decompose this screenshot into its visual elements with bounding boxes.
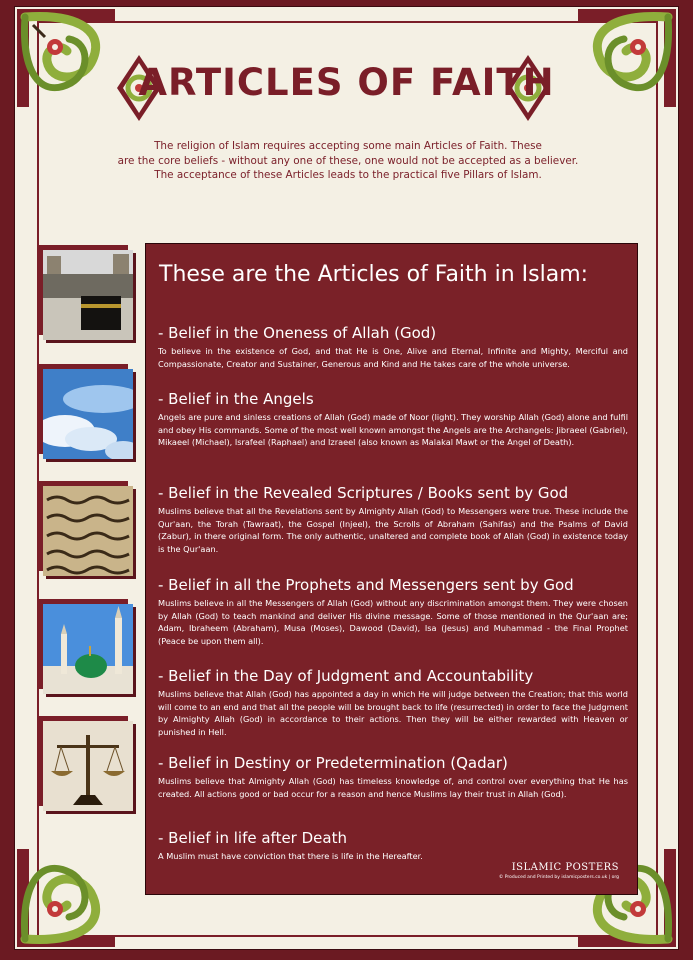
article-text: Muslims believe that Almighty Allah (God) has timeless knowledge of, and control over everything that He has created. All actions good or bad occur for a reason and hence Muslims lay their trust in Allah (God).	[158, 776, 628, 799]
article-text: To believe in the existence of God, and that He is One, Alive and Eternal, Infinite and Mighty, Merciful and Compassionate, Creator and Sustainer, Generous and Kind and He takes care of the whole universe.	[158, 346, 628, 369]
panel-heading: These are the Articles of Faith in Islam:	[159, 262, 589, 287]
page-title: ARTICLES OF FAITH	[138, 61, 555, 104]
publisher-brand	[499, 862, 619, 880]
article-item	[158, 576, 628, 647]
quran-script-photo	[43, 486, 133, 576]
article-item	[158, 829, 478, 863]
article-text: Muslims believe in all the Messengers of Allah (God) without any discrimination amongst them. They were chosen by Allah (God) to teach mankind and deliver His divine message. Some of those mentioned in the Qur'aan are; Adam, Ibraheem (Abraham), Musa (Moses), Dawood (David), Isa (Jesus) and Muhammad - the Final Prophet (Peace be upon them all).	[158, 598, 628, 646]
article-text: Muslims believe that all the Revelations sent by Almighty Allah (God) to Messengers were true. These include the Qur'aan, the Torah (Tawraat), the Gospel (Injeel), the Scrolls of Abraham (Sahifas) and the Psalms of David (Zabur), in there original form. The only authentic, unaltered and complete book of Allah (God) in existence today is the Qur'aan.	[158, 506, 628, 554]
article-title: - Belief in life after Death	[158, 829, 347, 847]
intro-line: The acceptance of these Articles leads to the practical five Pillars of Islam.	[154, 169, 542, 182]
article-title: - Belief in the Revealed Scriptures / Books sent by God	[158, 484, 569, 502]
article-text: A Muslim must have conviction that there is life in the Hereafter.	[158, 851, 423, 861]
article-title: - Belief in the Angels	[158, 390, 314, 408]
scales-of-justice-photo	[43, 721, 133, 811]
article-title: - Belief in the Oneness of Allah (God)	[158, 324, 437, 342]
article-item	[158, 484, 628, 555]
article-title: - Belief in Destiny or Predetermination (Qadar)	[158, 754, 508, 772]
sky-clouds-photo	[43, 369, 133, 459]
article-item	[158, 754, 628, 800]
article-item	[158, 667, 628, 738]
publisher-logo: ISLAMIC POSTERS	[511, 862, 619, 873]
article-item	[158, 390, 628, 449]
article-text: Muslims believe that Allah (God) has appointed a day in which He will judge between the Creation; that this world will come to an end and that all the people will be brought back to life (resurrected) in order to face the Judgment by Almighty Allah (God) in accordance to their actions. Then they will be either rewarded with Heaven or punished in Hell.	[158, 689, 628, 737]
intro-text	[103, 139, 593, 183]
poster	[14, 6, 679, 950]
article-title: - Belief in the Day of Judgment and Accountability	[158, 667, 534, 685]
corner-ornament-icon	[11, 843, 121, 953]
prophets-mosque-photo	[43, 604, 133, 694]
kaaba-photo	[43, 250, 133, 340]
article-text: Angels are pure and sinless creations of Allah (God) made of Noor (light). They worship Allah (God) alone and fulfil and obey His commands. Some of the most well known amongst the Angels are the Archangels: Jibraeel (Gabriel), Mikaeel (Michael), Israfeel (Raphael) and Izraeel (also known as Malakal Mawt or the Angel of Death).	[158, 412, 628, 448]
intro-line: The religion of Islam requires accepting some main Articles of Faith. These	[154, 140, 542, 152]
article-title: - Belief in all the Prophets and Messengers sent by God	[158, 576, 574, 594]
articles-panel	[145, 243, 638, 895]
intro-line: are the core beliefs - without any one of these, one would not be accepted as a believer.	[117, 154, 579, 167]
publisher-credit: © Produced and Printed by islamicposters.co.uk | org	[498, 875, 619, 880]
article-item	[158, 324, 628, 370]
